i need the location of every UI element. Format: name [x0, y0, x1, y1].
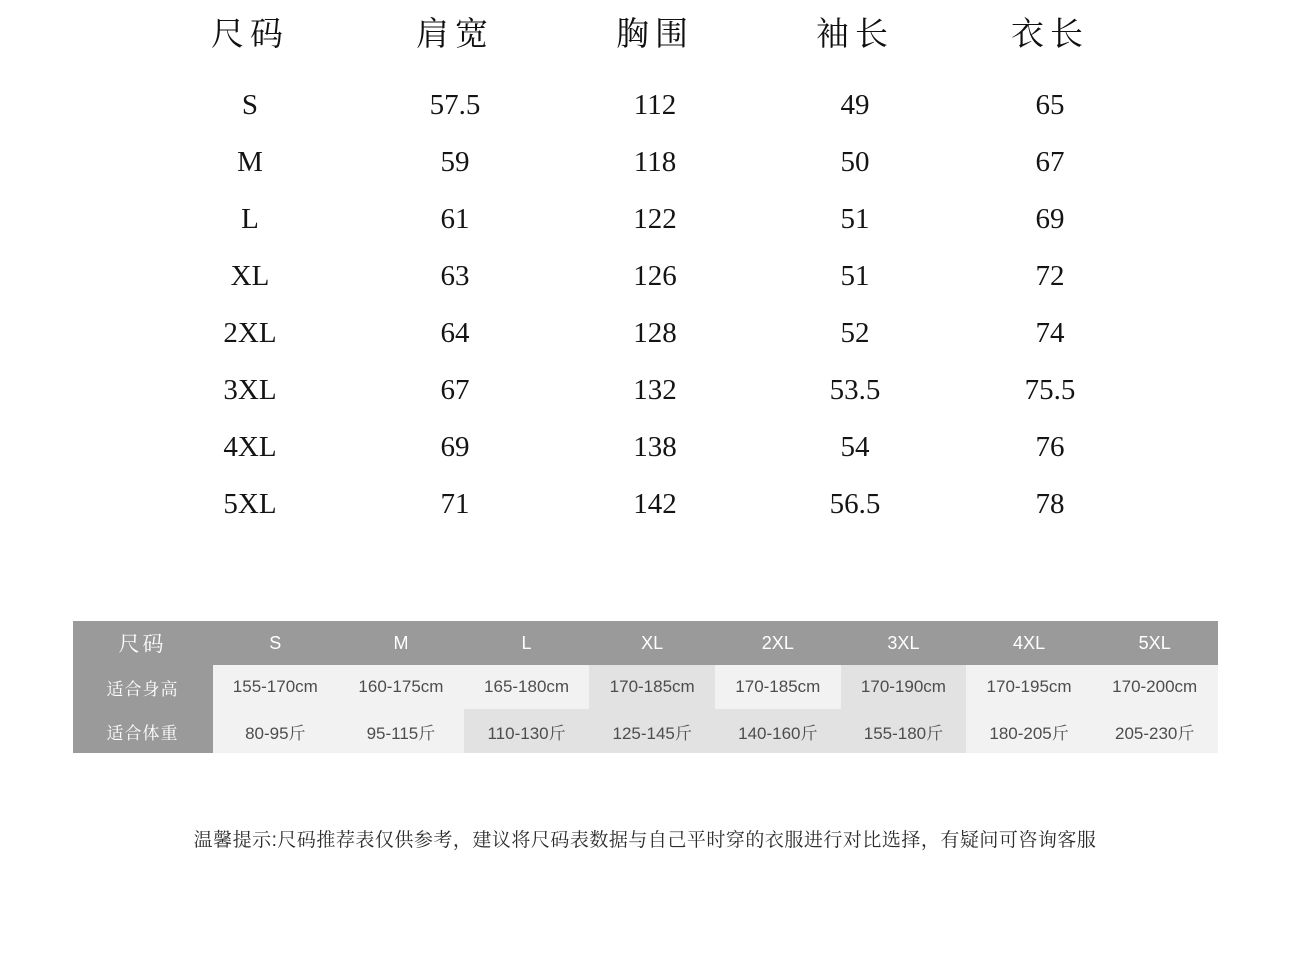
- rec-height-2xl: 170-185cm: [715, 665, 841, 709]
- table-row: [145, 191, 1145, 248]
- rec-weight-4xl: 180-205斤: [966, 709, 1092, 753]
- cell-size: XL: [230, 260, 270, 292]
- table-row: [145, 362, 1145, 419]
- table-row: [145, 248, 1145, 305]
- column-header-size: 尺码: [211, 17, 289, 53]
- cell-length: 69: [1035, 203, 1065, 235]
- cell-shoulder: 71: [440, 488, 470, 520]
- rec-size-xl: XL: [589, 621, 715, 665]
- column-header-bust: 胸围: [616, 17, 694, 53]
- measurement-header-row: [145, 0, 1145, 77]
- cell-shoulder: 57.5: [429, 89, 481, 121]
- rec-height-5xl: 170-200cm: [1092, 665, 1218, 709]
- table-row: [145, 476, 1145, 533]
- recommendation-table: [73, 621, 1218, 753]
- footer-note: 温馨提示:尺码推荐表仅供参考，建议将尺码表数据与自己平时穿的衣服进行对比选择，有疑问可咨询客服: [193, 830, 1097, 851]
- rec-weight-s: 80-95斤: [213, 709, 339, 753]
- cell-length: 75.5: [1024, 374, 1076, 406]
- rec-size-3xl: 3XL: [841, 621, 967, 665]
- rec-row-label-weight: 适合体重: [73, 709, 213, 753]
- rec-size-5xl: 5XL: [1092, 621, 1218, 665]
- recommendation-height-row: [73, 665, 1218, 709]
- cell-length: 65: [1035, 89, 1065, 121]
- cell-bust: 126: [633, 260, 677, 292]
- cell-size: M: [237, 146, 263, 178]
- recommendation-table-wrapper: [73, 621, 1218, 753]
- rec-height-m: 160-175cm: [338, 665, 464, 709]
- rec-height-xl: 170-185cm: [589, 665, 715, 709]
- cell-size: S: [241, 89, 259, 121]
- rec-size-m: M: [338, 621, 464, 665]
- cell-shoulder: 69: [440, 431, 470, 463]
- rec-size-2xl: 2XL: [715, 621, 841, 665]
- cell-length: 76: [1035, 431, 1065, 463]
- table-row: [145, 305, 1145, 362]
- cell-bust: 138: [633, 431, 677, 463]
- recommendation-weight-row: [73, 709, 1218, 753]
- cell-sleeve: 51: [840, 260, 870, 292]
- table-row: [145, 134, 1145, 191]
- cell-bust: 112: [633, 89, 677, 121]
- rec-row-label-height: 适合身高: [73, 665, 213, 709]
- cell-sleeve: 52: [840, 317, 870, 349]
- cell-size: 2XL: [223, 317, 277, 349]
- rec-weight-2xl: 140-160斤: [715, 709, 841, 753]
- column-header-shoulder: 肩宽: [416, 17, 494, 53]
- cell-sleeve: 50: [840, 146, 870, 178]
- rec-height-l: 165-180cm: [464, 665, 590, 709]
- rec-size-s: S: [213, 621, 339, 665]
- cell-length: 72: [1035, 260, 1065, 292]
- rec-height-4xl: 170-195cm: [966, 665, 1092, 709]
- cell-length: 74: [1035, 317, 1065, 349]
- cell-shoulder: 67: [440, 374, 470, 406]
- rec-weight-5xl: 205-230斤: [1092, 709, 1218, 753]
- cell-bust: 118: [633, 146, 677, 178]
- rec-weight-m: 95-115斤: [338, 709, 464, 753]
- column-header-length: 衣长: [1011, 17, 1089, 53]
- cell-bust: 132: [633, 374, 677, 406]
- cell-shoulder: 59: [440, 146, 470, 178]
- rec-weight-l: 110-130斤: [464, 709, 590, 753]
- cell-sleeve: 51: [840, 203, 870, 235]
- rec-corner-label: 尺码: [73, 621, 213, 665]
- column-header-sleeve: 袖长: [816, 17, 894, 53]
- rec-size-4xl: 4XL: [966, 621, 1092, 665]
- cell-shoulder: 63: [440, 260, 470, 292]
- cell-bust: 122: [633, 203, 677, 235]
- table-row: [145, 419, 1145, 476]
- cell-bust: 128: [633, 317, 677, 349]
- cell-bust: 142: [633, 488, 677, 520]
- recommendation-header-row: [73, 621, 1218, 665]
- cell-size: L: [241, 203, 259, 235]
- table-row: [145, 77, 1145, 134]
- cell-sleeve: 49: [840, 89, 870, 121]
- cell-shoulder: 61: [440, 203, 470, 235]
- rec-weight-xl: 125-145斤: [589, 709, 715, 753]
- cell-sleeve: 56.5: [829, 488, 881, 520]
- cell-shoulder: 64: [440, 317, 470, 349]
- rec-height-s: 155-170cm: [213, 665, 339, 709]
- rec-height-3xl: 170-190cm: [841, 665, 967, 709]
- cell-length: 78: [1035, 488, 1065, 520]
- measurement-table: [145, 0, 1145, 533]
- cell-sleeve: 54: [840, 431, 870, 463]
- cell-sleeve: 53.5: [829, 374, 881, 406]
- cell-size: 4XL: [223, 431, 277, 463]
- cell-length: 67: [1035, 146, 1065, 178]
- cell-size: 3XL: [223, 374, 277, 406]
- rec-size-l: L: [464, 621, 590, 665]
- rec-weight-3xl: 155-180斤: [841, 709, 967, 753]
- cell-size: 5XL: [223, 488, 277, 520]
